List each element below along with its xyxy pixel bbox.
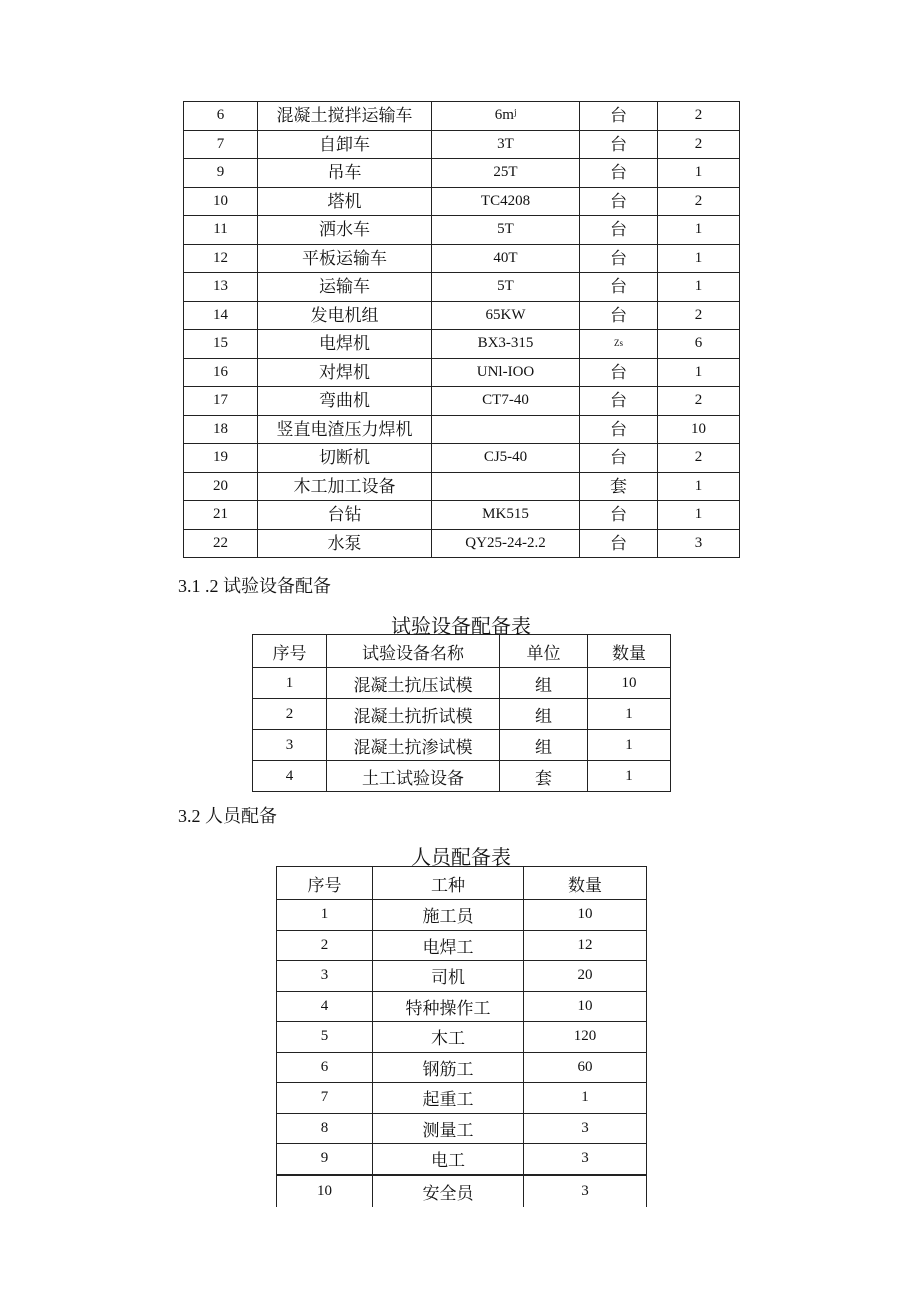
table-cell: 3 — [524, 1175, 647, 1207]
table-cell: 混凝土抗压试模 — [327, 668, 500, 699]
table-cell: 10 — [524, 900, 647, 931]
table-row — [184, 244, 740, 273]
table-cell: 11 — [184, 216, 258, 245]
table-header-row — [253, 635, 671, 668]
table-cell: 1 — [588, 730, 671, 761]
table-cell: 台 — [580, 529, 658, 558]
table-cell: 4 — [253, 761, 327, 792]
table-cell: 6 — [658, 330, 740, 359]
header-cell: 数量 — [588, 635, 671, 668]
table-cell: 2 — [658, 130, 740, 159]
table-cell: 20 — [524, 961, 647, 992]
table-cell: 25T — [432, 159, 580, 188]
table-cell: 安全员 — [373, 1175, 524, 1207]
table-cell: 2 — [658, 102, 740, 131]
table-cell: 1 — [658, 358, 740, 387]
table-cell: 65KW — [432, 301, 580, 330]
table-row — [277, 1144, 647, 1175]
table-cell: 水泵 — [258, 529, 432, 558]
table-cell — [432, 415, 580, 444]
table-cell: 木工加工设备 — [258, 472, 432, 501]
table-row — [277, 1175, 647, 1207]
table-cell: 5T — [432, 216, 580, 245]
table-cell: 套 — [500, 761, 588, 792]
table-cell: 2 — [277, 930, 373, 961]
table-row — [184, 444, 740, 473]
table-cell: 1 — [658, 501, 740, 530]
test-table-caption: 试验设备配备表 — [391, 616, 531, 638]
table-cell: 1 — [277, 900, 373, 931]
table-cell: BX3-315 — [432, 330, 580, 359]
table-cell: 台 — [580, 102, 658, 131]
table-row — [277, 1022, 647, 1053]
table-row — [277, 961, 647, 992]
table-cell: 组 — [500, 699, 588, 730]
table-header-row — [277, 867, 647, 900]
staff-table-caption: 人员配备表 — [411, 847, 511, 869]
test-equipment-table — [252, 634, 671, 792]
table-cell: 17 — [184, 387, 258, 416]
table-cell: 2 — [658, 187, 740, 216]
table-row — [184, 387, 740, 416]
table-cell: 组 — [500, 730, 588, 761]
table-cell: 电工 — [373, 1144, 524, 1175]
table-row — [277, 991, 647, 1022]
table-cell: 8 — [277, 1113, 373, 1144]
table-cell: 1 — [658, 472, 740, 501]
table-cell: 6 — [277, 1052, 373, 1083]
table-cell: 21 — [184, 501, 258, 530]
table-cell: 7 — [184, 130, 258, 159]
header-cell: 序号 — [253, 635, 327, 668]
table-cell: 平板运输车 — [258, 244, 432, 273]
table-cell: 1 — [588, 761, 671, 792]
table-cell: 2 — [658, 301, 740, 330]
table-row — [184, 358, 740, 387]
table-row — [184, 472, 740, 501]
table-cell: 台 — [580, 130, 658, 159]
table-cell: TC4208 — [432, 187, 580, 216]
table-cell: 3T — [432, 130, 580, 159]
table-cell: 台 — [580, 216, 658, 245]
table-cell: 施工员 — [373, 900, 524, 931]
table-cell: 1 — [658, 244, 740, 273]
table-row — [277, 900, 647, 931]
table-cell: 电焊工 — [373, 930, 524, 961]
table-cell: 土工试验设备 — [327, 761, 500, 792]
header-cell: 数量 — [524, 867, 647, 900]
table-cell: 12 — [184, 244, 258, 273]
table-cell: 1 — [253, 668, 327, 699]
table-cell: 10 — [524, 991, 647, 1022]
table-row — [184, 130, 740, 159]
table-cell: 竖直电渣压力焊机 — [258, 415, 432, 444]
table-cell: 1 — [658, 159, 740, 188]
table-cell: UNl-IOO — [432, 358, 580, 387]
table-cell: 3 — [524, 1113, 647, 1144]
table-cell: 1 — [658, 273, 740, 302]
table-row — [184, 529, 740, 558]
table-row — [253, 668, 671, 699]
table-cell: 10 — [588, 668, 671, 699]
table-cell: 弯曲机 — [258, 387, 432, 416]
table-row — [184, 102, 740, 131]
table-row — [184, 187, 740, 216]
table-cell: 起重工 — [373, 1083, 524, 1114]
table-cell: 13 — [184, 273, 258, 302]
staffing-table — [276, 866, 647, 1207]
table-cell: 台 — [580, 501, 658, 530]
section-heading-staffing: 3.2 人员配备 — [178, 806, 277, 826]
table-cell: 6mʲ — [432, 102, 580, 131]
table-cell: 1 — [658, 216, 740, 245]
table-cell: 4 — [277, 991, 373, 1022]
table-cell: 塔机 — [258, 187, 432, 216]
equipment-table — [183, 101, 740, 558]
table-cell: 吊车 — [258, 159, 432, 188]
table-cell: 10 — [184, 187, 258, 216]
table-cell: 9 — [184, 159, 258, 188]
table-cell: 18 — [184, 415, 258, 444]
table-cell: 3 — [253, 730, 327, 761]
table-cell: 台 — [580, 244, 658, 273]
table-row — [277, 1052, 647, 1083]
table-cell: 台 — [580, 187, 658, 216]
table-cell: 混凝土搅拌运输车 — [258, 102, 432, 131]
table-cell: 3 — [524, 1144, 647, 1175]
section-heading-test-equipment: 3.1 .2 试验设备配备 — [178, 576, 331, 596]
table-cell: 12 — [524, 930, 647, 961]
table-row — [184, 216, 740, 245]
table-cell: 5 — [277, 1022, 373, 1053]
table-row — [184, 273, 740, 302]
header-cell: 工种 — [373, 867, 524, 900]
header-cell: 单位 — [500, 635, 588, 668]
table-cell: 3 — [277, 961, 373, 992]
table-row — [277, 1083, 647, 1114]
table-row — [253, 761, 671, 792]
table-cell: 2 — [658, 387, 740, 416]
table-cell: 测量工 — [373, 1113, 524, 1144]
table-cell: CT7-40 — [432, 387, 580, 416]
table-cell: 台钻 — [258, 501, 432, 530]
table-cell: 2 — [658, 444, 740, 473]
table-cell: 120 — [524, 1022, 647, 1053]
table-cell: 19 — [184, 444, 258, 473]
table-row — [184, 301, 740, 330]
table-cell: 2 — [253, 699, 327, 730]
table-cell: 7 — [277, 1083, 373, 1114]
table-cell: 台 — [580, 387, 658, 416]
table-cell: QY25-24-2.2 — [432, 529, 580, 558]
table-row — [253, 730, 671, 761]
table-cell: 混凝土抗折试模 — [327, 699, 500, 730]
table-cell: 套 — [580, 472, 658, 501]
table-row — [184, 330, 740, 359]
table-cell: 运输车 — [258, 273, 432, 302]
table-cell: 切断机 — [258, 444, 432, 473]
table-cell: 台 — [580, 159, 658, 188]
table-cell: 9 — [277, 1144, 373, 1175]
table-cell: 对焊机 — [258, 358, 432, 387]
table-cell: 14 — [184, 301, 258, 330]
table-cell: 电焊机 — [258, 330, 432, 359]
table-cell: 15 — [184, 330, 258, 359]
table-cell: 台 — [580, 415, 658, 444]
table-cell: 台 — [580, 273, 658, 302]
table-cell: Zs — [580, 330, 658, 359]
header-cell: 序号 — [277, 867, 373, 900]
table-cell: 6 — [184, 102, 258, 131]
table-cell: 16 — [184, 358, 258, 387]
table-cell: 发电机组 — [258, 301, 432, 330]
table-cell: 自卸车 — [258, 130, 432, 159]
table-cell: 20 — [184, 472, 258, 501]
table-cell: 木工 — [373, 1022, 524, 1053]
table-cell: 洒水车 — [258, 216, 432, 245]
table-cell: 5T — [432, 273, 580, 302]
table-cell: 司机 — [373, 961, 524, 992]
table-cell: 22 — [184, 529, 258, 558]
table-cell: 组 — [500, 668, 588, 699]
table-cell: 10 — [658, 415, 740, 444]
table-cell: 10 — [277, 1175, 373, 1207]
table-cell: 60 — [524, 1052, 647, 1083]
table-row — [184, 501, 740, 530]
table-cell: 40T — [432, 244, 580, 273]
table-cell: 1 — [524, 1083, 647, 1114]
table-row — [277, 930, 647, 961]
table-cell: CJ5-40 — [432, 444, 580, 473]
table-row — [184, 415, 740, 444]
table-cell: 台 — [580, 444, 658, 473]
table-cell: MK515 — [432, 501, 580, 530]
table-cell: 特种操作工 — [373, 991, 524, 1022]
table-cell: 混凝土抗渗试模 — [327, 730, 500, 761]
table-cell: 3 — [658, 529, 740, 558]
table-cell — [432, 472, 580, 501]
table-cell: 1 — [588, 699, 671, 730]
table-row — [277, 1113, 647, 1144]
header-cell: 试验设备名称 — [327, 635, 500, 668]
table-cell: 台 — [580, 301, 658, 330]
table-row — [184, 159, 740, 188]
table-row — [253, 699, 671, 730]
table-cell: 钢筋工 — [373, 1052, 524, 1083]
table-cell: 台 — [580, 358, 658, 387]
